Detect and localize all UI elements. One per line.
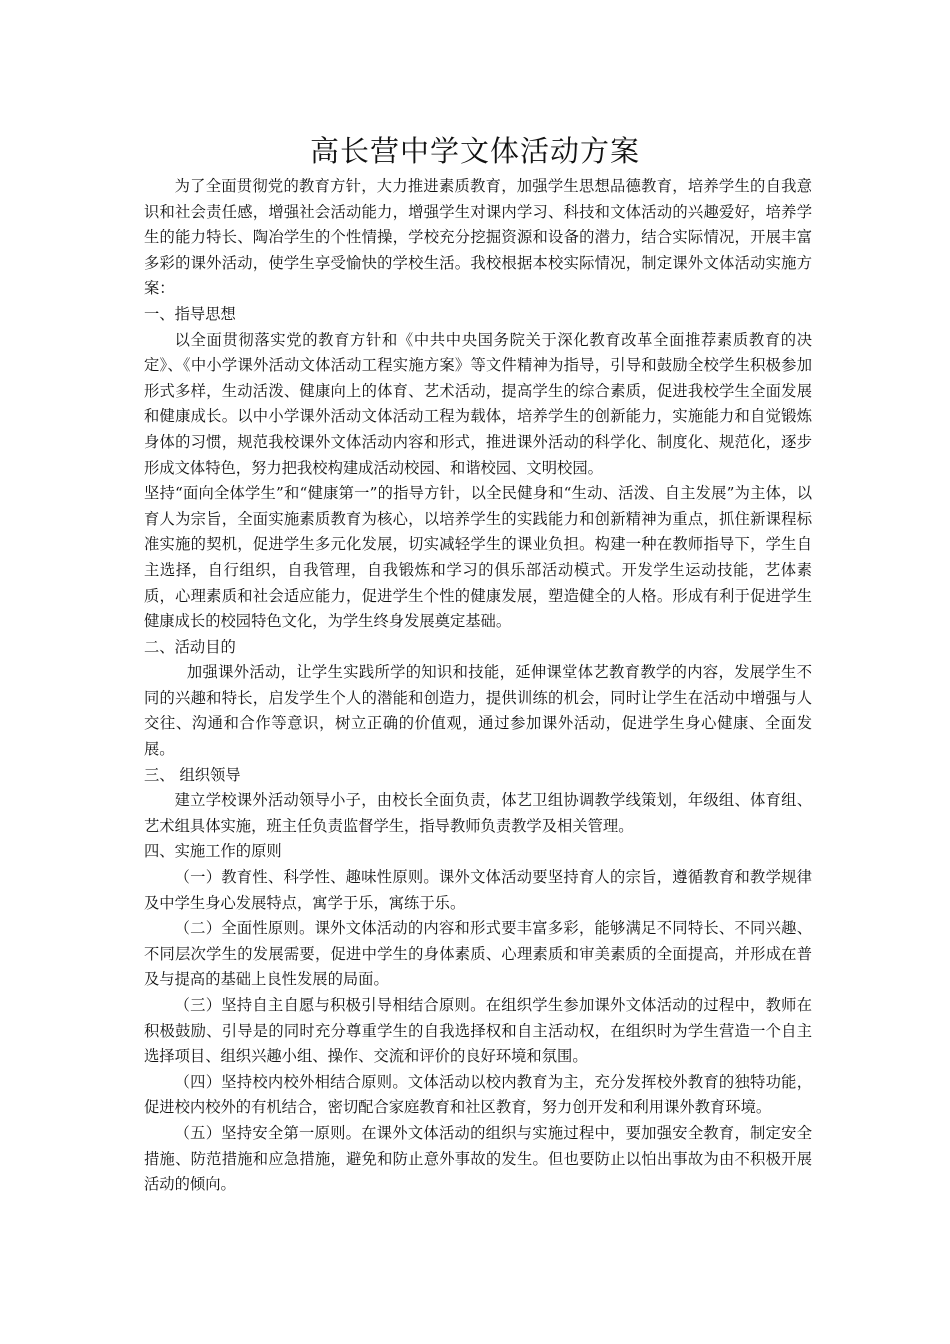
- principle-item: （四）坚持校内校外相结合原则。文体活动以校内教育为主，充分发挥校外教育的独特功能，促进校内校外的有机结合，密切配合家庭教育和社区教育，努力创开发和利用课外教育环境。: [144, 1072, 812, 1117]
- section-heading-principles: 四、实施工作的原则: [144, 842, 282, 861]
- principle-item: （二）全面性原则。课外文体活动的内容和形式要丰富多彩，能够满足不同特长、不同兴趣、不同层次学生的发展需要，促进中学生的身体素质、心理素质和审美素质的全面提高，并形成在普及与提高的基础上良性发展的局面。: [144, 919, 812, 989]
- principle-item: （五）坚持安全第一原则。在课外文体活动的组织与实施过程中，要加强安全教育，制定安全措施、防范措施和应急措施，避免和防止意外事故的发生。但也要防止以怕出事故为由不积极开展活动的倾向。: [144, 1123, 812, 1194]
- paragraph-activity-purpose: 加强课外活动，让学生实践所学的知识和技能，延伸课堂体艺教育教学的内容，发展学生不同的兴趣和特长，启发学生个人的潜能和创造力，提供训练的机会，同时让学生在活动中增强与人交往、沟通和合作等意识，树立正确的价值观，通过参加课外活动，促进学生身心健康、全面发展。: [144, 663, 812, 759]
- section-heading-organization: 三、 组织领导: [144, 765, 241, 784]
- paragraph-guiding-ideology-2: 坚持“面向全体学生”和“健康第一”的指导方针，以全民健身和“生动、活泼、自主发展”为主体，以育人为宗旨，全面实施素质教育为核心，以培养学生的实践能力和创新精神为重点，抓住新课程标准实施的契机，促进学生多元化发展，切实减轻学生的课业负担。构建一种在教师指导下，学生自主选择，自行组织，自我管理，自我锻炼和学习的俱乐部活动模式。开发学生运动技能，艺体素质，心理素质和社会适应能力，促进学生个性的健康发展，塑造健全的人格。形成有利于促进学生健康成长的校园特色文化，为学生终身发展奠定基础。: [144, 484, 812, 631]
- document-body: [144, 174, 812, 1198]
- intro-paragraph: 为了全面贯彻党的教育方针，大力推进素质教育，加强学生思想品德教育，培养学生的自我意识和社会责任感，增强社会活动能力，增强学生对课内学习、科技和文体活动的兴趣爱好，培养学生的能力特长、陶冶学生的个性情操，学校充分挖掘资源和设备的潜力，结合实际情况，开展丰富多彩的课外活动，使学生享受愉快的学校生活。我校根据本校实际情况，制定课外文体活动实施方案：: [144, 177, 812, 298]
- section-heading-activity-purpose: 二、活动目的: [144, 637, 236, 656]
- paragraph-guiding-ideology-1: 以全面贯彻落实党的教育方针和《中共中央国务院关于深化教育改革全面推荐素质教育的决定》、《中小学课外活动文体活动工程实施方案》等文件精神为指导，引导和鼓励全校学生积极参加形式多样，生动活泼、健康向上的体育、艺术活动，提高学生的综合素质，促进我校学生全面发展和健康成长。以中小学课外活动文体活动工程为载体，培养学生的创新能力，实施能力和自觉锻炼身体的习惯，规范我校课外文体活动内容和形式，推进课外活动的科学化、制度化、规范化，逐步形成文体特色，努力把我校构建成活动校园、和谐校园、文明校园。: [144, 330, 812, 477]
- principle-item: （一）教育性、科学性、趣味性原则。课外文体活动要坚持育人的宗旨，遵循教育和教学规律及中学生身心发展特点，寓学于乐，寓练于乐。: [144, 868, 812, 912]
- paragraph-organization: 建立学校课外活动领导小子，由校长全面负责，体艺卫组协调教学线策划，年级组、体育组、艺术组具体实施，班主任负责监督学生，指导教师负责教学及相关管理。: [144, 791, 812, 835]
- section-heading-guiding-ideology: 一、指导思想: [144, 304, 236, 323]
- principle-item: （三）坚持自主自愿与积极引导相结合原则。在组织学生参加课外文体活动的过程中，教师在积极鼓励、引导是的同时充分尊重学生的自我选择权和自主活动权，在组织时为学生营造一个自主选择项目、组织兴趣小组、操作、交流和评价的良好环境和氛围。: [144, 996, 812, 1066]
- document-title: 高长营中学文体活动方案: [309, 134, 640, 168]
